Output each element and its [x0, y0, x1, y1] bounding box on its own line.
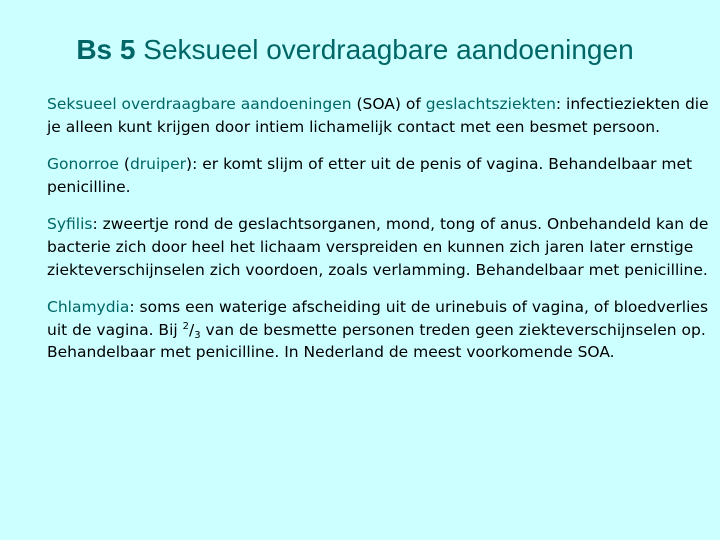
title-text: Seksueel overdraagbare aandoeningen	[135, 34, 634, 65]
paragraph-gonorroe	[47, 153, 715, 198]
term-soa: Seksueel overdraagbare aandoeningen	[47, 95, 352, 113]
fraction-numerator: 2	[182, 320, 189, 332]
content-body	[47, 93, 715, 379]
syfilis-body: : zweertje rond de geslachtsorganen, mond, tong of anus. Onbehandeld kan de bacterie zich door heel het lichaam verspreiden en kunnen zich jaren later ernstige ziekteverschijnselen zich voordoen, zoals verlamming. Behandelbaar met penicilline.	[47, 215, 709, 279]
term-chlamydia: Chlamydia	[47, 298, 130, 317]
fraction-denominator: 3	[194, 329, 201, 341]
fraction	[183, 321, 201, 339]
gonorroe-body: ): er komt slijm of etter uit de penis of vagina. Behandelbaar met penicilline.	[47, 155, 693, 196]
title-prefix: Bs 5	[76, 34, 136, 65]
term-druiper: druiper	[129, 155, 187, 174]
page-title	[0, 32, 710, 68]
term-syfilis: Syfilis	[47, 215, 93, 234]
paragraph-soa	[47, 93, 715, 138]
chlamydia-body-after: van de besmette personen treden geen ziekteverschijnselen op. Behandelbaar met penicilline. In Nederland de meest voorkomende SOA.	[47, 320, 706, 362]
soa-abbr-text: (SOA) of	[351, 95, 426, 113]
term-geslachtsziekten: geslachtsziekten	[425, 95, 556, 113]
gonorroe-paren: (	[118, 155, 130, 174]
paragraph-chlamydia	[47, 296, 715, 364]
chlamydia-body-before: : soms een waterige afscheiding uit de urinebuis of vagina, of bloedverlies uit de vagina. Bij	[47, 298, 709, 339]
soa-body: : infectieziekten die je alleen kunt krijgen door intiem lichamelijk contact met een besmet persoon.	[47, 95, 709, 136]
fraction-separator: /	[188, 320, 195, 339]
term-gonorroe: Gonorroe	[47, 155, 119, 174]
paragraph-syfilis	[47, 213, 715, 281]
